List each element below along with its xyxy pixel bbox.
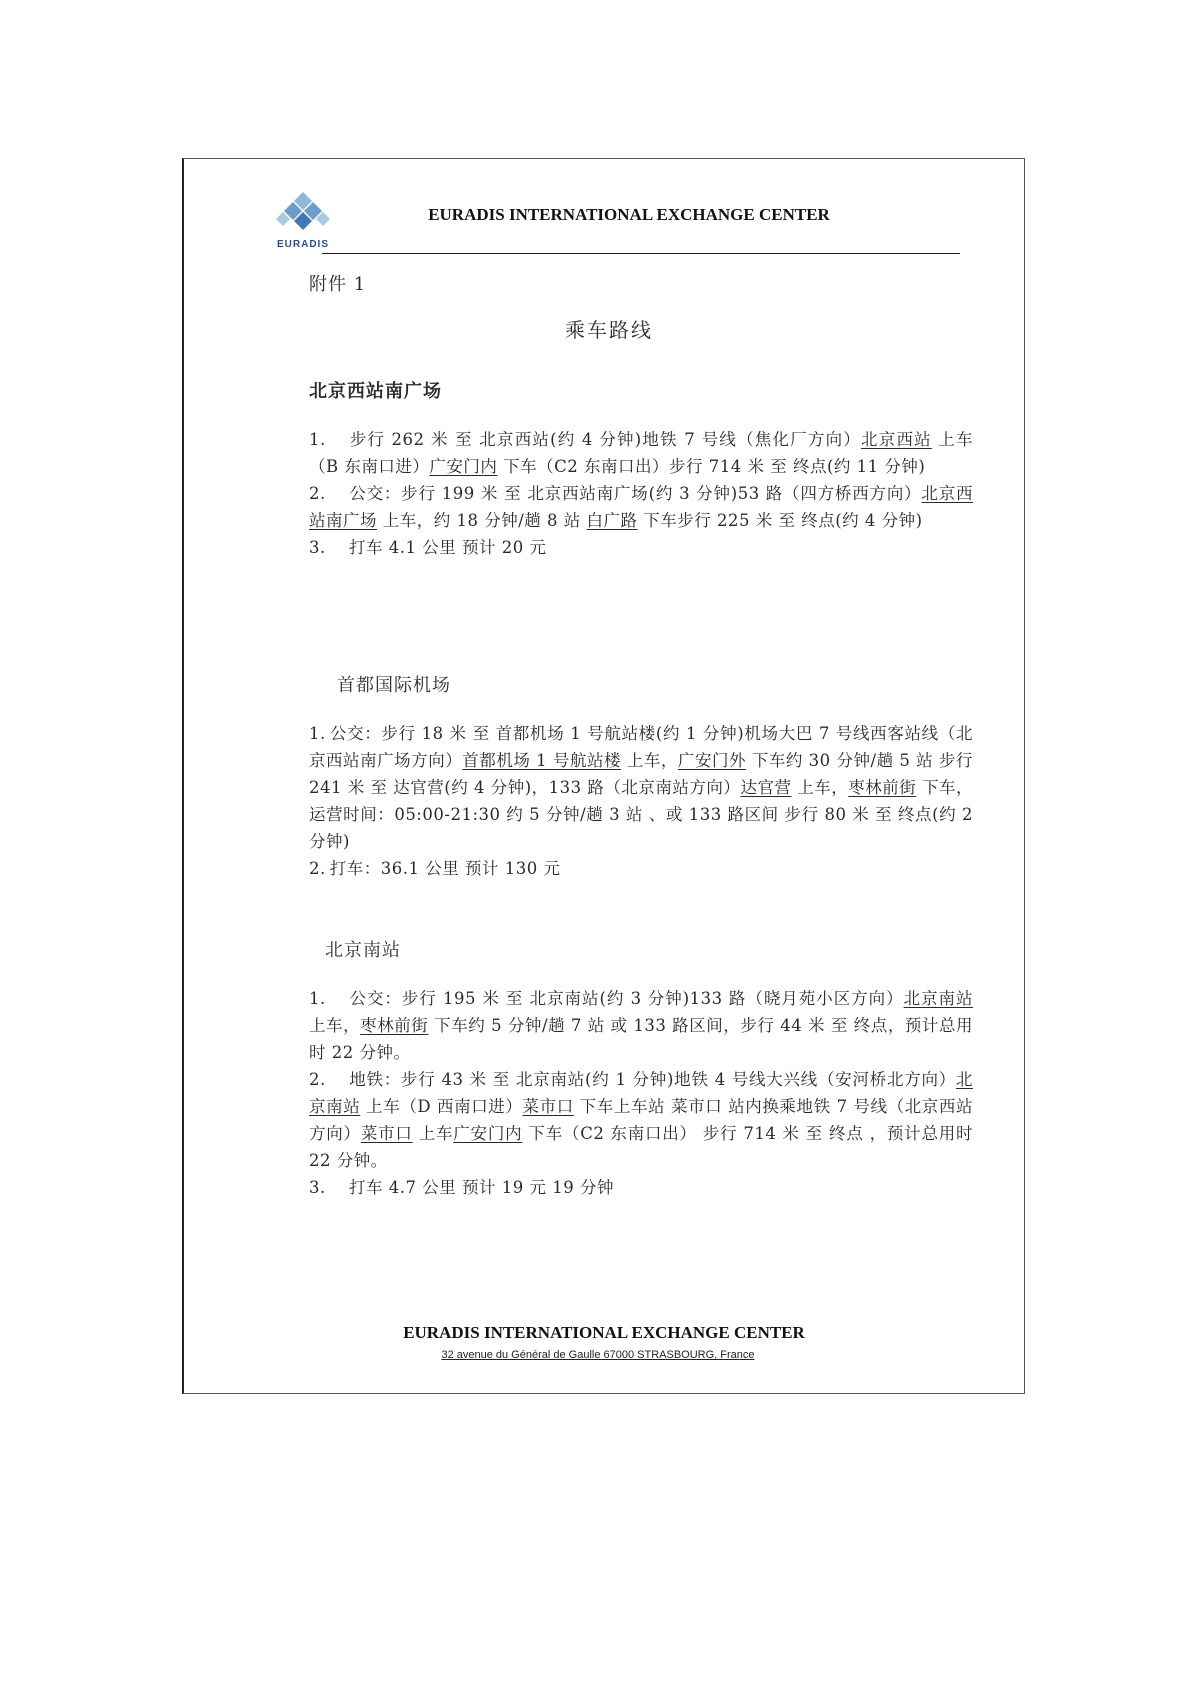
section-beijing-south-station — [309, 936, 973, 1201]
section-body — [309, 985, 973, 1201]
station-name: 达官营 — [740, 778, 792, 797]
route-text: 打车 4.1 公里 预计 20 元 — [349, 538, 547, 557]
footer-address-text: 32 avenue du Général de Gaulle 67000 STRASBOURG, France — [441, 1349, 755, 1361]
item-number: 1. — [309, 989, 326, 1008]
diamond-logo-icon — [273, 190, 333, 240]
section-capital-airport — [309, 671, 973, 882]
route-item — [309, 426, 973, 480]
logo-wordmark: EURADIS — [276, 239, 329, 250]
station-name: 菜市口 — [360, 1124, 413, 1143]
item-number: 3. — [309, 1178, 326, 1197]
route-text: 公交：步行 199 米 至 北京西站南广场(约 3 分钟)53 路（四方桥西方向） — [349, 484, 922, 503]
item-number: 2. — [309, 859, 326, 878]
route-text: 上车 — [412, 1124, 454, 1143]
footer-title: EURADIS INTERNATIONAL EXCHANGE CENTER — [403, 1323, 805, 1342]
station-name: 北京南站 — [309, 1070, 973, 1116]
route-text: 上车， — [621, 751, 678, 770]
item-number: 1. — [309, 724, 326, 743]
route-text: 上车，约 18 分钟/趟 8 站 — [377, 511, 587, 530]
section-body — [309, 426, 973, 561]
station-name: 枣林前街 — [848, 778, 917, 797]
route-item — [309, 1066, 973, 1174]
route-text: 上车（D 西南口进） — [360, 1097, 523, 1116]
route-text: 下车步行 225 米 至 终点(约 4 分钟) — [637, 511, 923, 530]
route-text: 下车（C2 东南口出）步行 714 米 至 终点(约 11 分钟) — [497, 457, 926, 476]
route-text: 上车， — [791, 778, 849, 797]
station-name: 枣林前街 — [360, 1016, 429, 1035]
station-name: 广安门外 — [677, 751, 747, 770]
route-item — [309, 1174, 973, 1201]
section-heading: 北京西站南广场 — [309, 381, 442, 402]
section-beijing-west-south-square — [309, 377, 973, 561]
route-text: 上车， — [309, 1016, 361, 1035]
route-item — [309, 720, 973, 855]
item-number: 1. — [309, 430, 326, 449]
route-text: 上车（B 东南口进） — [309, 430, 973, 476]
document-title: 乘车路线 — [565, 318, 653, 342]
route-text: 下车，运营时间：05:00-21:30 约 5 分钟/趟 3 站 、或 133 路区间 步行 80 米 至 终点(约 2 分钟) — [309, 778, 973, 851]
footer-address — [184, 1349, 1024, 1361]
item-number: 2. — [309, 1070, 326, 1089]
document-page — [182, 158, 1025, 1394]
route-text: 下车约 5 分钟/趟 7 站 或 133 路区间，步行 44 米 至 终点，预计总用时 22 分钟。 — [309, 1016, 974, 1062]
route-text: 下车约 30 分钟/趟 5 站 步行 241 米 至 达官营(约 4 分钟)，133 路（北京南站方向） — [309, 751, 974, 797]
route-item — [309, 480, 973, 534]
station-name: 广安门内 — [453, 1124, 523, 1143]
item-number: 3. — [309, 538, 326, 557]
station-name: 首都机场 1 号航站楼 — [462, 751, 622, 770]
annex-label: 附件 1 — [309, 274, 367, 295]
station-name: 北京西站南广场 — [309, 484, 974, 530]
station-name: 菜市口 — [522, 1097, 574, 1116]
route-text: 打车：36.1 公里 预计 130 元 — [329, 859, 561, 878]
euradis-logo — [269, 190, 337, 252]
section-heading: 北京南站 — [325, 940, 401, 961]
route-text: 地铁：步行 43 米 至 北京南站(约 1 分钟)地铁 4 号线大兴线（安河桥北方向） — [349, 1070, 956, 1089]
route-text: 公交：步行 195 米 至 北京南站(约 3 分钟)133 路（晓月苑小区方向） — [349, 989, 904, 1008]
station-name: 北京西站 — [861, 430, 932, 449]
station-name: 北京南站 — [903, 989, 974, 1008]
station-name: 广安门内 — [429, 457, 498, 476]
route-text: 下车（C2 东南口出） 步行 714 米 至 终点 ，预计总用时 22 分钟。 — [309, 1124, 974, 1170]
route-item — [309, 534, 973, 561]
route-text: 步行 262 米 至 北京西站(约 4 分钟)地铁 7 号线（焦化厂方向） — [349, 430, 862, 449]
route-item — [309, 985, 973, 1066]
route-text: 打车 4.7 公里 预计 19 元 19 分钟 — [349, 1178, 614, 1197]
letterhead-rule — [322, 253, 960, 254]
letterhead-title: EURADIS INTERNATIONAL EXCHANGE CENTER — [428, 205, 830, 224]
item-number: 2. — [309, 484, 326, 503]
section-body — [309, 720, 973, 882]
route-item — [309, 855, 973, 882]
station-name: 白广路 — [586, 511, 638, 530]
route-text: 公交：步行 18 米 至 首都机场 1 号航站楼(约 1 分钟)机场大巴 7 号线西客站线（北京西站南广场方向） — [309, 724, 973, 770]
section-heading: 首都国际机场 — [337, 675, 451, 696]
route-text: 下车上车站 菜市口 站内换乘地铁 7 号线（北京西站方向） — [309, 1097, 974, 1143]
